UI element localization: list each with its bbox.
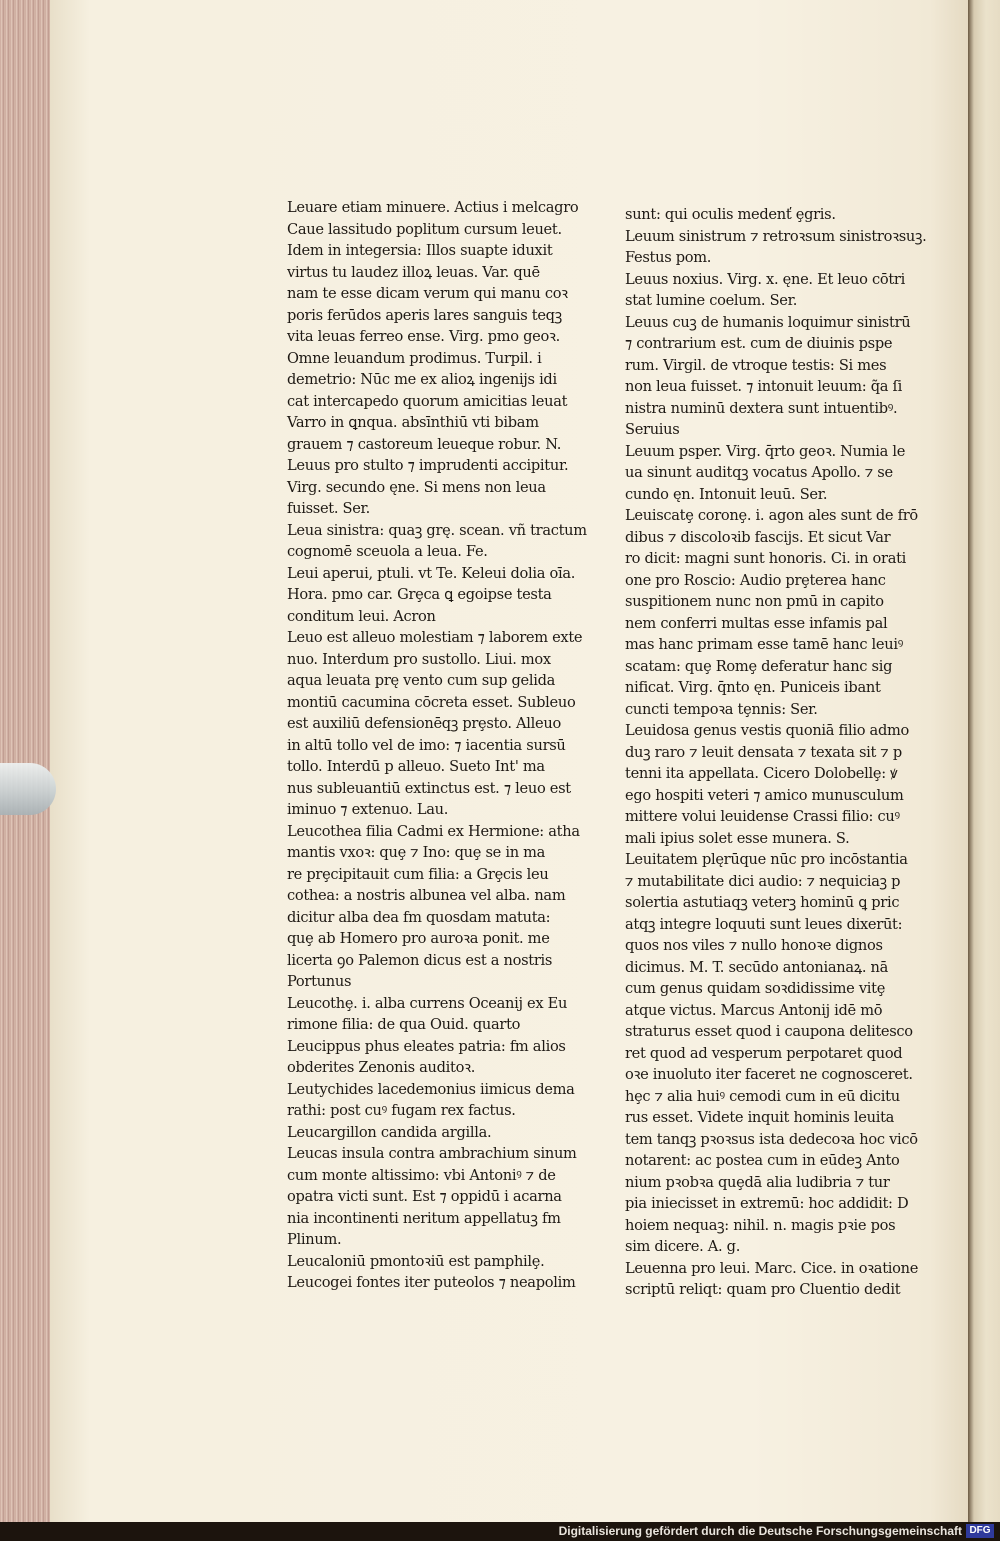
text-line: nem conferri multas esse infamis pal [625,614,888,632]
text-line: cothea: a nostris albunea vel alba. nam [287,887,566,904]
text-line: Hora. pmo car. Grȩca ꝗ egoipse testa [287,586,552,603]
text-line: Plinum. [287,1231,342,1248]
text-line: nificat. Virg. q̄nto ęn. Puniceis ibant [625,679,881,696]
text-line: Varro in ꝗnqua. absīnthiū vti bibam [287,414,539,431]
text-line: atque victus. Marcus Antonij idē mō [625,1001,883,1019]
text-line: nium pꝛobꝛa quȩdā alia ludibria ⁊ tur [625,1173,890,1191]
text-line: opatra victi sunt. Est ⁊ oppidū i acarna [287,1188,562,1205]
text-line: Leucargillon candida argilla. [287,1123,492,1141]
digitization-credit: Digitalisierung gefördert durch die Deutsche Forschungsgemeinschaft [558,1524,962,1538]
text-line: mali ipius solet esse munera. S. [625,829,850,847]
text-line: mas hanc primam esse tamē hanc leuiꝰ [625,636,904,653]
left-text-column [287,197,617,1294]
text-line: cum genus quidam soꝛdidissime vitȩ [625,980,886,997]
text-line: sunt: qui oculis medenť ȩgris. [625,206,836,223]
text-line: solertia astutiaqꝫ veterꝫ hominū ꝗ pric [625,894,900,911]
next-page-edge [968,0,1000,1522]
text-line: nam te esse dicam verum qui manu coꝛ [287,285,568,302]
text-line: ro dicit: magni sunt honoris. Ci. in orati [625,550,907,567]
text-line: tollo. Interdū p alleuo. Sueto Int' ma [287,758,545,775]
text-line: tenni ita appellata. Cicero Dolobellȩ: ꝟ [625,765,898,782]
text-line: Leuum psper. Virg. q̄rto geoꝛ. Numia le [625,442,906,460]
text-line: scriptū reliqt: quam pro Cluentio dedit [625,1281,901,1298]
text-line: cat intercapedo quorum amicitias leuat [287,392,568,410]
text-line: cuncti tempoꝛa tȩnnis: Ser. [625,700,818,718]
text-line: quȩ ab Homero pro auroꝛa ponit. me [287,930,550,947]
text-line: hoiem nequaꝫ: nihil. n. magis pꝛie pos [625,1216,896,1234]
text-line: nia incontinenti neritum appellatuꝫ fm [287,1209,561,1227]
text-line: virtus tu laudez illoꝝ leuas. Var. quē [287,263,540,281]
text-line: Leuare etiam minuere. Actius i melcagro [287,199,579,216]
text-line: licerta ꝯo Palemon dicus est a nostris [287,951,553,969]
text-line: in altū tollo vel de imo: ⁊ iacentia sursū [287,736,566,754]
text-line: Virg. secundo ęne. Si mens non leua [287,478,546,496]
text-line: obderites Zenonis auditoꝛ. [287,1059,476,1076]
page-clip [0,763,56,815]
text-line: Leuiscatȩ coronȩ. i. agon ales sunt de frō [625,507,918,524]
text-line: Leuus pro stulto ⁊ imprudenti accipitur. [287,457,569,474]
text-line: suspitionem nunc non pmū in capito [625,593,884,610]
text-line: iminuo ⁊ extenuo. Lau. [287,801,449,818]
text-line: ⁊ mutabilitate dici audio: ⁊ nequiciaꝫ p [625,872,901,890]
text-line: Leucaloniū pmontoꝛiū est pamphilȩ. [287,1252,545,1270]
text-line: atqꝫ integre loquuti sunt leues dixerūt: [625,915,903,933]
text-line: dibus ⁊ discoloꝛib fascijs. Et sicut Var [625,528,891,546]
text-line: vita leuas ferreo ense. Virg. pmo geoꝛ. [287,328,560,345]
text-line: cum monte altissimo: vbi Antoniꝰ ⁊ de [287,1166,556,1184]
text-line: Omne leuandum prodimus. Turpil. i [287,349,542,367]
text-line: conditum leui. Acron [287,607,436,625]
text-line: Leuidosa genus vestis quoniā filio admo [625,722,910,739]
text-line: demetrio: Nūc me ex alioꝝ ingenijs idi [287,371,557,388]
text-line: one pro Roscio: Audio prȩterea hanc [625,571,886,589]
text-line: ego hospiti veteri ⁊ amico munusculum [625,786,904,804]
text-line: Leucothea filia Cadmi ex Hermione: atha [287,822,580,840]
text-line: Idem in integersia: Illos suapte iduxit [287,242,553,259]
text-line: duꝫ raro ⁊ leuit densata ⁊ texata sit ⁊ p [625,743,902,761]
text-line: aqua leuata prę vento cum sup gelida [287,672,556,689]
text-line: nuo. Interdum pro sustollo. Liui. mox [287,650,551,668]
text-line: ret quod ad vesperum perpotaret quod [625,1044,903,1062]
text-line: straturus esset quod i caupona delitesco [625,1023,913,1040]
text-line: Seruius [625,421,680,438]
text-line: hȩc ⁊ alia huiꝰ cemodi cum in eū dicitu [625,1087,900,1105]
text-line: Festus pom. [625,249,712,266]
text-line: oꝛe inuoluto iter faceret ne cognosceret. [625,1066,913,1083]
text-line: dicitur alba dea fm quosdam matuta: [287,908,551,926]
text-line: tem tanqꝫ pꝛoꝛsus ista dedecoꝛa hoc vicō [625,1130,918,1148]
text-line: fuisset. Ser. [287,500,370,517]
text-line: mantis vxoꝛ: quȩ ⁊ Ino: quȩ se in ma [287,844,546,861]
text-line: non leua fuisset. ⁊ intonuit leuum: q̃a ſi [625,378,903,395]
text-line: Leuitatem plęrūque nūc pro incōstantia [625,851,908,868]
text-line: notarent: ac postea cum in eūdeꝫ Anto [625,1152,900,1169]
text-line: Leuenna pro leui. Marc. Cice. in oꝛatione [625,1259,919,1277]
text-line: montiū cacumina cōcreta esset. Subleuo [287,693,576,711]
dfg-logo-icon: DFG [966,1524,994,1538]
text-line: nus subleuantiū extinctus est. ⁊ leuo est [287,779,571,797]
text-line: dicimus. M. T. secūdo antonianaꝝ. nā [625,958,889,976]
text-line: rum. Virgil. de vtroque testis: Si mes [625,356,887,374]
text-line: Portunus [287,973,352,990]
text-line: Leua sinistra: quaꝫ grę. scean. vñ tractum [287,521,587,539]
text-line: ⁊ contrarium est. cum de diuinis pspe [625,335,893,352]
text-line: sim dicere. A. g. [625,1238,741,1255]
text-line: Leuo est alleuo molestiam ⁊ laborem exte [287,629,583,646]
text-line: Leuus noxius. Virg. x. ęne. Et leuo cōtri [625,270,905,288]
text-line: quos nos viles ⁊ nullo honoꝛe dignos [625,937,883,954]
text-line: re prȩcipitauit cum filia: a Grȩcis leu [287,865,549,883]
text-line: rus esset. Videte inquit hominis leuita [625,1109,895,1126]
text-line: Leuus cuꝫ de humanis loquimur sinistrū [625,313,911,331]
text-line: Leuum sinistrum ⁊ retroꝛsum sinistroꝛsuꝫ. [625,227,927,245]
text-line: Leucippus phus eleates patria: fm alios [287,1037,566,1055]
text-line: mittere volui leuidense Crassi filio: cuꝰ [625,808,900,825]
right-text-column [625,204,930,1301]
text-line: rathi: post cuꝰ fugam rex factus. [287,1102,516,1119]
text-line: Leucogei fontes iter puteolos ⁊ neapolim [287,1274,576,1291]
text-line: pia iniecisset in extremū: hoc addidit: D [625,1195,909,1212]
text-line: Leutychides lacedemonius iimicus dema [287,1080,575,1098]
text-line: cognomē sceuola a leua. Fe. [287,543,488,560]
text-line: stat lumine coelum. Ser. [625,292,798,309]
text-line: ua sinunt auditqꝫ vocatus Apollo. ⁊ se [625,464,893,481]
footer-bar [0,1522,1000,1541]
text-line: Leui aperui, ptuli. vt Te. Keleui dolia oīa. [287,564,576,582]
text-line: Caue lassitudo poplitum cursum leuet. [287,220,562,238]
text-line: scatam: quȩ Romȩ deferatur hanc sig [625,657,893,675]
text-line: rimone filia: de qua Ouid. quarto [287,1016,521,1033]
text-line: poris ferūdos aperis lares sanguis teqꝫ [287,306,562,324]
text-line: grauem ⁊ castoreum leueque robur. N. [287,435,562,453]
text-line: Leucothȩ. i. alba currens Oceanij ex Eu [287,994,568,1012]
text-line: nistra numinū dextera sunt intuentibꝰ. [625,399,898,417]
text-line: est auxiliū defensionēqꝫ prȩsto. Alleuo [287,715,561,732]
text-line: Leucas insula contra ambrachium sinum [287,1145,577,1162]
text-line: cundo ęn. Intonuit leuū. Ser. [625,485,828,503]
